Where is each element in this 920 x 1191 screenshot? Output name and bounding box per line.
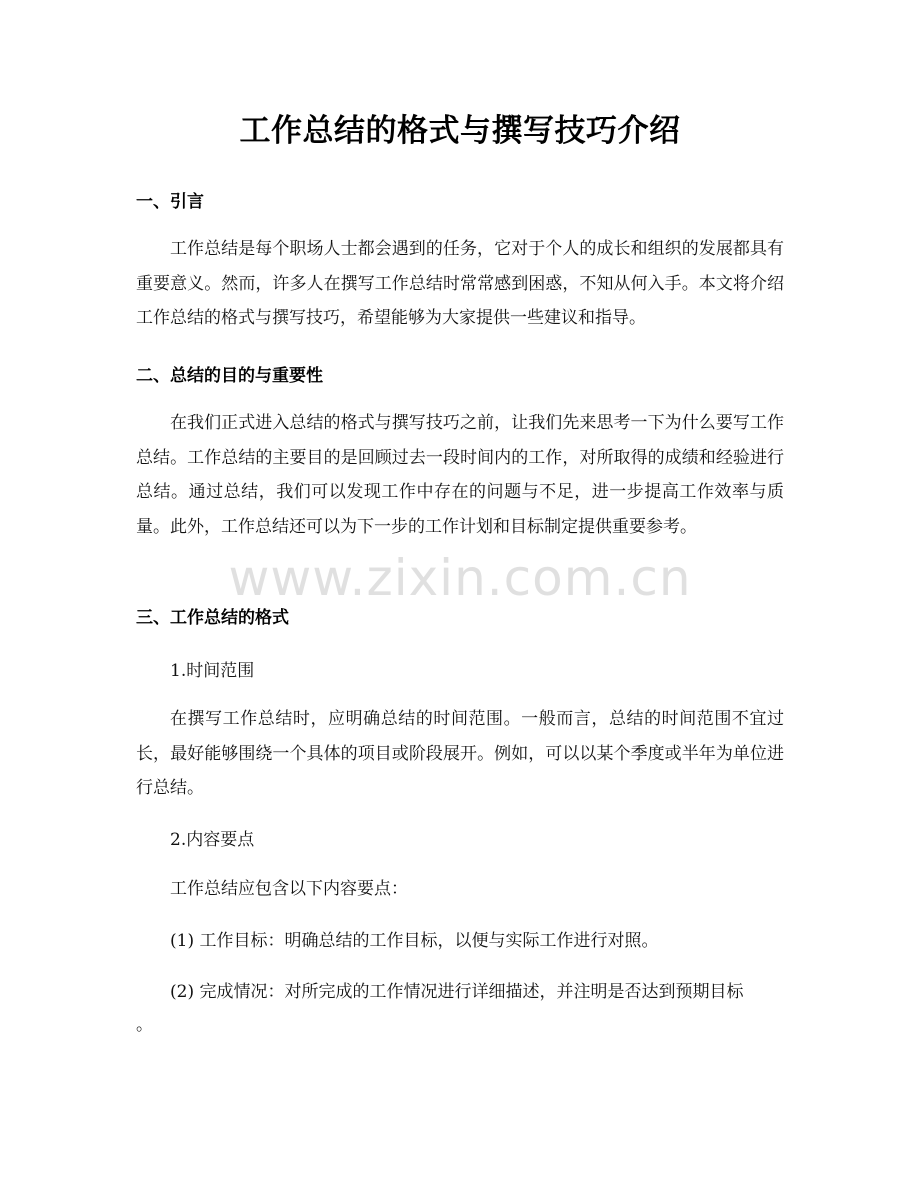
section-paragraph-introduction: 工作总结是每个职场人士都会遇到的任务，它对于个人的成长和组织的发展都具有重要意义。然而，许多人在撰写工作总结时常常感到困惑，不知从何入手。本文将介绍工作总结的格式与撰写技巧，希望能够为大家提供一些建议和指导。 — [136, 239, 784, 329]
section-paragraph-purpose: 在我们正式进入总结的格式与撰写技巧之前，让我们先来思考一下为什么要写工作总结。工作总结的主要目的是回顾过去一段时间内的工作，对所取得的成绩和经验进行总结。通过总结，我们可以发现工作中存在的问题与不足，进一步提高工作效率与质量。此外，工作总结还可以为下一步的工作计划和目标制定提供重要参考。 — [136, 413, 784, 537]
list-item-tail-punctuation: 。 — [136, 1015, 153, 1035]
list-item: (2) 完成情况：对所完成的工作情况进行详细描述，并注明是否达到预期目标 — [170, 982, 744, 1002]
section-heading-purpose: 二、总结的目的与重要性 — [136, 366, 323, 386]
section-heading-format: 三、工作总结的格式 — [136, 608, 289, 628]
content-points-intro: 工作总结应包含以下内容要点： — [170, 879, 408, 899]
list-item: (1) 工作目标：明确总结的工作目标，以便与实际工作进行对照。 — [170, 931, 659, 951]
watermark: www.zixin.com.cn — [228, 549, 692, 607]
subsection-paragraph-time-range: 在撰写工作总结时，应明确总结的时间范围。一般而言，总结的时间范围不宜过长，最好能够围绕一个具体的项目或阶段展开。例如，可以以某个季度或半年为单位进行总结。 — [136, 709, 784, 799]
subsection-heading-time-range: 1.时间范围 — [170, 661, 255, 681]
section-heading-introduction: 一、引言 — [136, 192, 204, 212]
subsection-heading-content-points: 2.内容要点 — [170, 830, 255, 850]
document-title: 工作总结的格式与撰写技巧介绍 — [239, 113, 681, 149]
